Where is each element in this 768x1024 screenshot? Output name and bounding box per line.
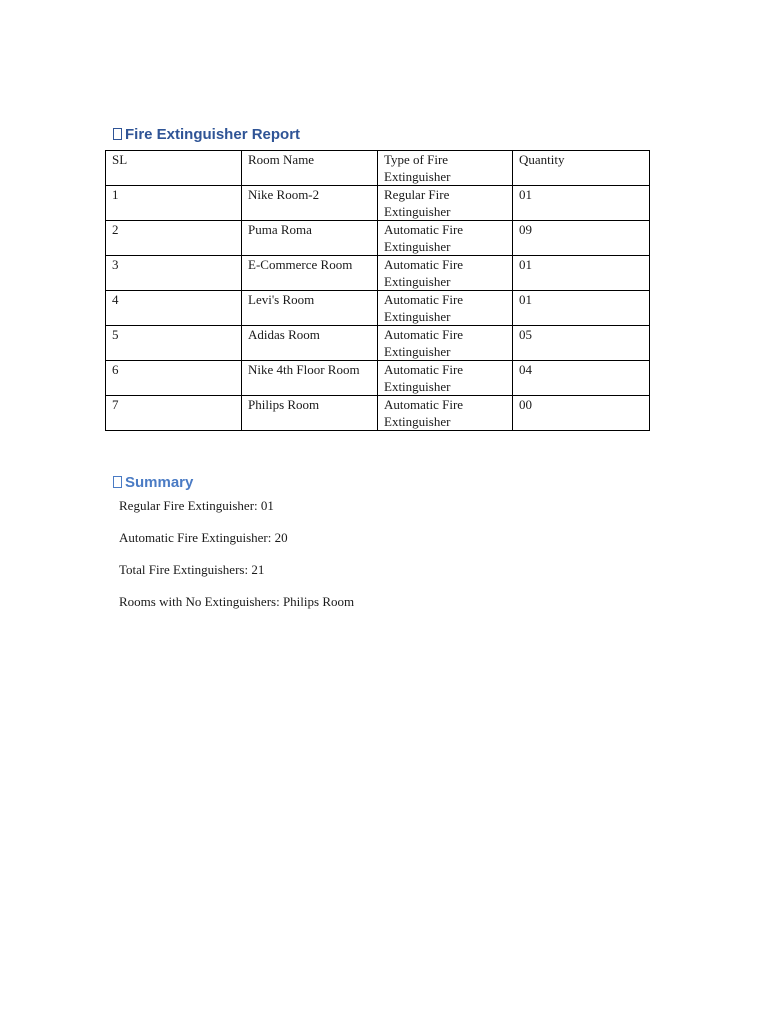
- table-cell-type: Automatic Fire Extinguisher: [378, 326, 513, 361]
- table-cell-type: Automatic Fire Extinguisher: [378, 221, 513, 256]
- table-cell-type: Automatic Fire Extinguisher: [378, 361, 513, 396]
- table-cell-sl: 2: [106, 221, 242, 256]
- table-cell-type: Regular Fire Extinguisher: [378, 186, 513, 221]
- table-cell-quantity: 04: [513, 361, 650, 396]
- table-header-row: [106, 151, 650, 186]
- table-cell-type: Automatic Fire Extinguisher: [378, 256, 513, 291]
- table-cell-sl: 7: [106, 396, 242, 431]
- column-header: Quantity: [513, 151, 650, 186]
- table-cell-room: Puma Roma: [242, 221, 378, 256]
- table-cell-room: Philips Room: [242, 396, 378, 431]
- table-row: [106, 326, 650, 361]
- table-cell-sl: 6: [106, 361, 242, 396]
- table-cell-sl: 1: [106, 186, 242, 221]
- summary-line-automatic: Automatic Fire Extinguisher: 20: [119, 530, 288, 545]
- summary-line-regular: Regular Fire Extinguisher: 01: [119, 498, 274, 513]
- report-heading: [113, 126, 300, 144]
- table-row: [106, 256, 650, 291]
- table-cell-type: Automatic Fire Extinguisher: [378, 396, 513, 431]
- table-cell-room: Nike 4th Floor Room: [242, 361, 378, 396]
- table-row: [106, 361, 650, 396]
- table-cell-quantity: 09: [513, 221, 650, 256]
- table-cell-quantity: 00: [513, 396, 650, 431]
- missing-glyph-icon: [113, 476, 122, 488]
- column-header: SL: [106, 151, 242, 186]
- table-cell-quantity: 01: [513, 291, 650, 326]
- table-cell-sl: 5: [106, 326, 242, 361]
- table-cell-quantity: 01: [513, 256, 650, 291]
- table-cell-sl: 4: [106, 291, 242, 326]
- table-cell-type: Automatic Fire Extinguisher: [378, 291, 513, 326]
- table-row: [106, 221, 650, 256]
- table-cell-room: Levi's Room: [242, 291, 378, 326]
- summary-list: [119, 497, 354, 625]
- column-header: Room Name: [242, 151, 378, 186]
- summary-line-total: Total Fire Extinguishers: 21: [119, 562, 265, 577]
- summary-heading: [113, 474, 193, 492]
- table-row: [106, 186, 650, 221]
- table-row: [106, 291, 650, 326]
- fire-extinguisher-table: [105, 150, 650, 431]
- table-cell-room: Nike Room-2: [242, 186, 378, 221]
- table-cell-quantity: 05: [513, 326, 650, 361]
- missing-glyph-icon: [113, 128, 122, 140]
- table-cell-sl: 3: [106, 256, 242, 291]
- table-cell-room: E-Commerce Room: [242, 256, 378, 291]
- summary-line-no-extinguishers: Rooms with No Extinguishers: Philips Room: [119, 594, 355, 609]
- report-title: Fire Extinguisher Report: [125, 126, 301, 143]
- summary-title: Summary: [125, 474, 194, 491]
- column-header: Type of Fire Extinguisher: [378, 151, 513, 186]
- table-cell-quantity: 01: [513, 186, 650, 221]
- table-cell-room: Adidas Room: [242, 326, 378, 361]
- table-row: [106, 396, 650, 431]
